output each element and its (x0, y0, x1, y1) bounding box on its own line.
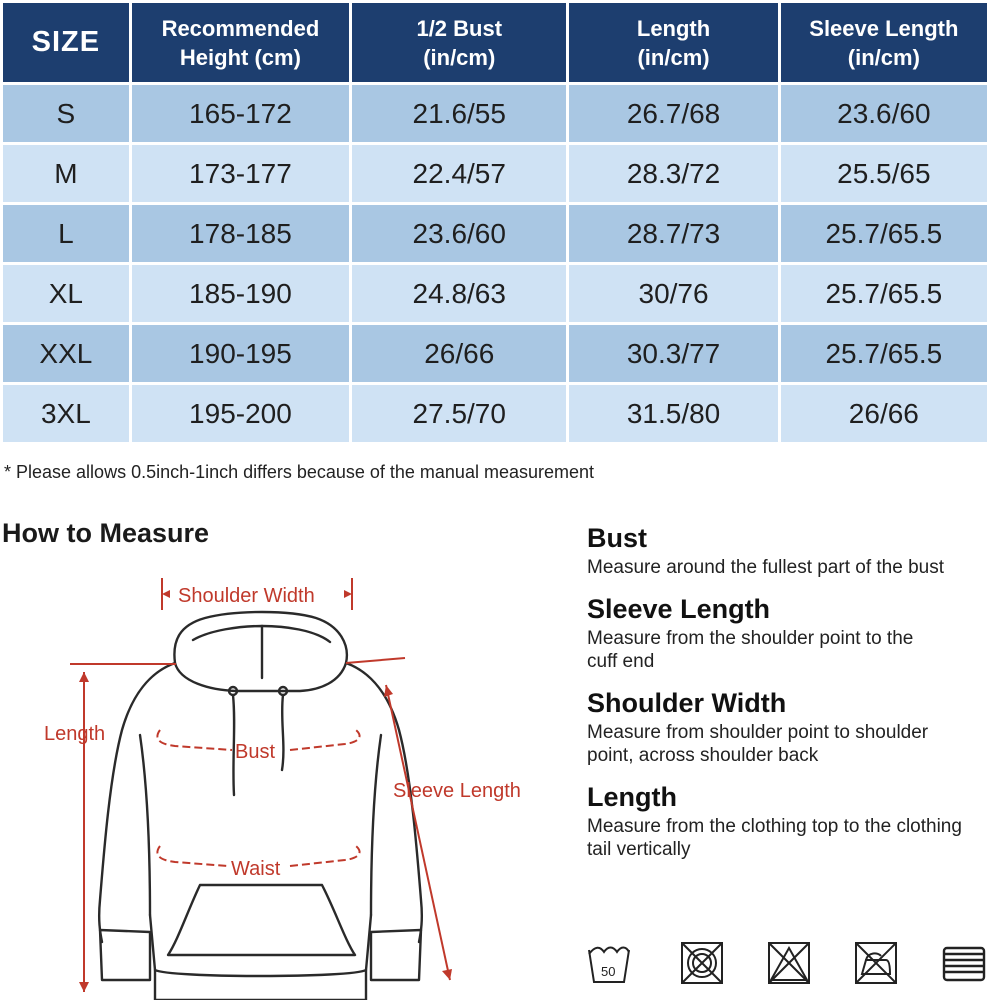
cell-sleeve: 25.7/65.5 (781, 325, 987, 382)
header-height: Recommended Height (cm) (132, 3, 349, 82)
cell-size: 3XL (3, 385, 129, 442)
cell-sleeve: 25.7/65.5 (781, 205, 987, 262)
waist-label: Waist (231, 858, 281, 880)
bust-label: Bust (235, 741, 276, 763)
cell-bust: 26/66 (352, 325, 566, 382)
cell-sleeve: 25.7/65.5 (781, 265, 987, 322)
cell-height: 185-190 (132, 265, 349, 322)
sleeve-length-label: Sleeve Length (393, 780, 521, 802)
table-row (3, 205, 987, 262)
definition-shoulder-width (587, 687, 1000, 767)
definition-description: Measure from the shoulder point to the cuff end (587, 628, 914, 672)
cell-size: L (3, 205, 129, 262)
cell-length: 30/76 (569, 265, 777, 322)
cell-sleeve: 23.6/60 (781, 85, 987, 142)
definition-title: Shoulder Width (587, 688, 787, 718)
definition-sleeve-length (587, 593, 1000, 673)
cell-length: 26.7/68 (569, 85, 777, 142)
table-row (3, 265, 987, 322)
definition-description: Measure around the fullest part of the bust (587, 557, 944, 578)
definition-title: Length (587, 782, 677, 812)
measurement-definitions (587, 522, 1000, 875)
definition-description: Measure from shoulder point to shoulder point, across shoulder back (587, 722, 929, 766)
cell-size: M (3, 145, 129, 202)
cell-bust: 23.6/60 (352, 205, 566, 262)
how-to-measure-title: How to Measure (2, 518, 210, 548)
cell-sleeve: 26/66 (781, 385, 987, 442)
hoodie-measurement-diagram (0, 560, 560, 1000)
cell-height: 195-200 (132, 385, 349, 442)
wash-temperature: 50 (601, 964, 616, 979)
cell-length: 30.3/77 (569, 325, 777, 382)
table-row (3, 145, 987, 202)
cell-bust: 22.4/57 (352, 145, 566, 202)
cell-size: XXL (3, 325, 129, 382)
definition-title: Bust (587, 523, 647, 553)
cell-bust: 27.5/70 (352, 385, 566, 442)
cell-bust: 21.6/55 (352, 85, 566, 142)
measurement-note: * Please allows 0.5inch-1inch differs because of the manual measurement (4, 462, 595, 482)
shoulder-width-label: Shoulder Width (178, 585, 315, 607)
cell-height: 173-177 (132, 145, 349, 202)
definition-description: Measure from the clothing top to the clothing tail vertically (587, 816, 962, 860)
hoodie-illustration (99, 612, 422, 1000)
no-tumble-dry-icon (679, 940, 725, 986)
cell-size: S (3, 85, 129, 142)
wash-50-icon (586, 940, 632, 986)
cell-height: 178-185 (132, 205, 349, 262)
table-row (3, 385, 987, 442)
cell-height: 190-195 (132, 325, 349, 382)
definition-bust (587, 522, 1000, 579)
header-length: Length (in/cm) (569, 3, 777, 82)
cell-length: 28.7/73 (569, 205, 777, 262)
header-sleeve-length: Sleeve Length (in/cm) (781, 3, 987, 82)
header-size: SIZE (3, 3, 129, 82)
care-instructions (586, 940, 1000, 990)
definition-title: Sleeve Length (587, 594, 771, 624)
cell-height: 165-172 (132, 85, 349, 142)
cell-sleeve: 25.5/65 (781, 145, 987, 202)
length-label: Length (44, 723, 106, 745)
table-row (3, 325, 987, 382)
header-bust: 1/2 Bust (in/cm) (352, 3, 566, 82)
cell-size: XL (3, 265, 129, 322)
table-row (3, 85, 987, 142)
cell-length: 31.5/80 (569, 385, 777, 442)
no-iron-icon (853, 940, 899, 986)
dry-flat-icon (941, 940, 987, 986)
cell-bust: 24.8/63 (352, 265, 566, 322)
cell-length: 28.3/72 (569, 145, 777, 202)
size-chart-table (0, 0, 990, 445)
definition-length (587, 781, 1000, 861)
no-bleach-icon (766, 940, 812, 986)
size-table-header-row (3, 3, 987, 82)
